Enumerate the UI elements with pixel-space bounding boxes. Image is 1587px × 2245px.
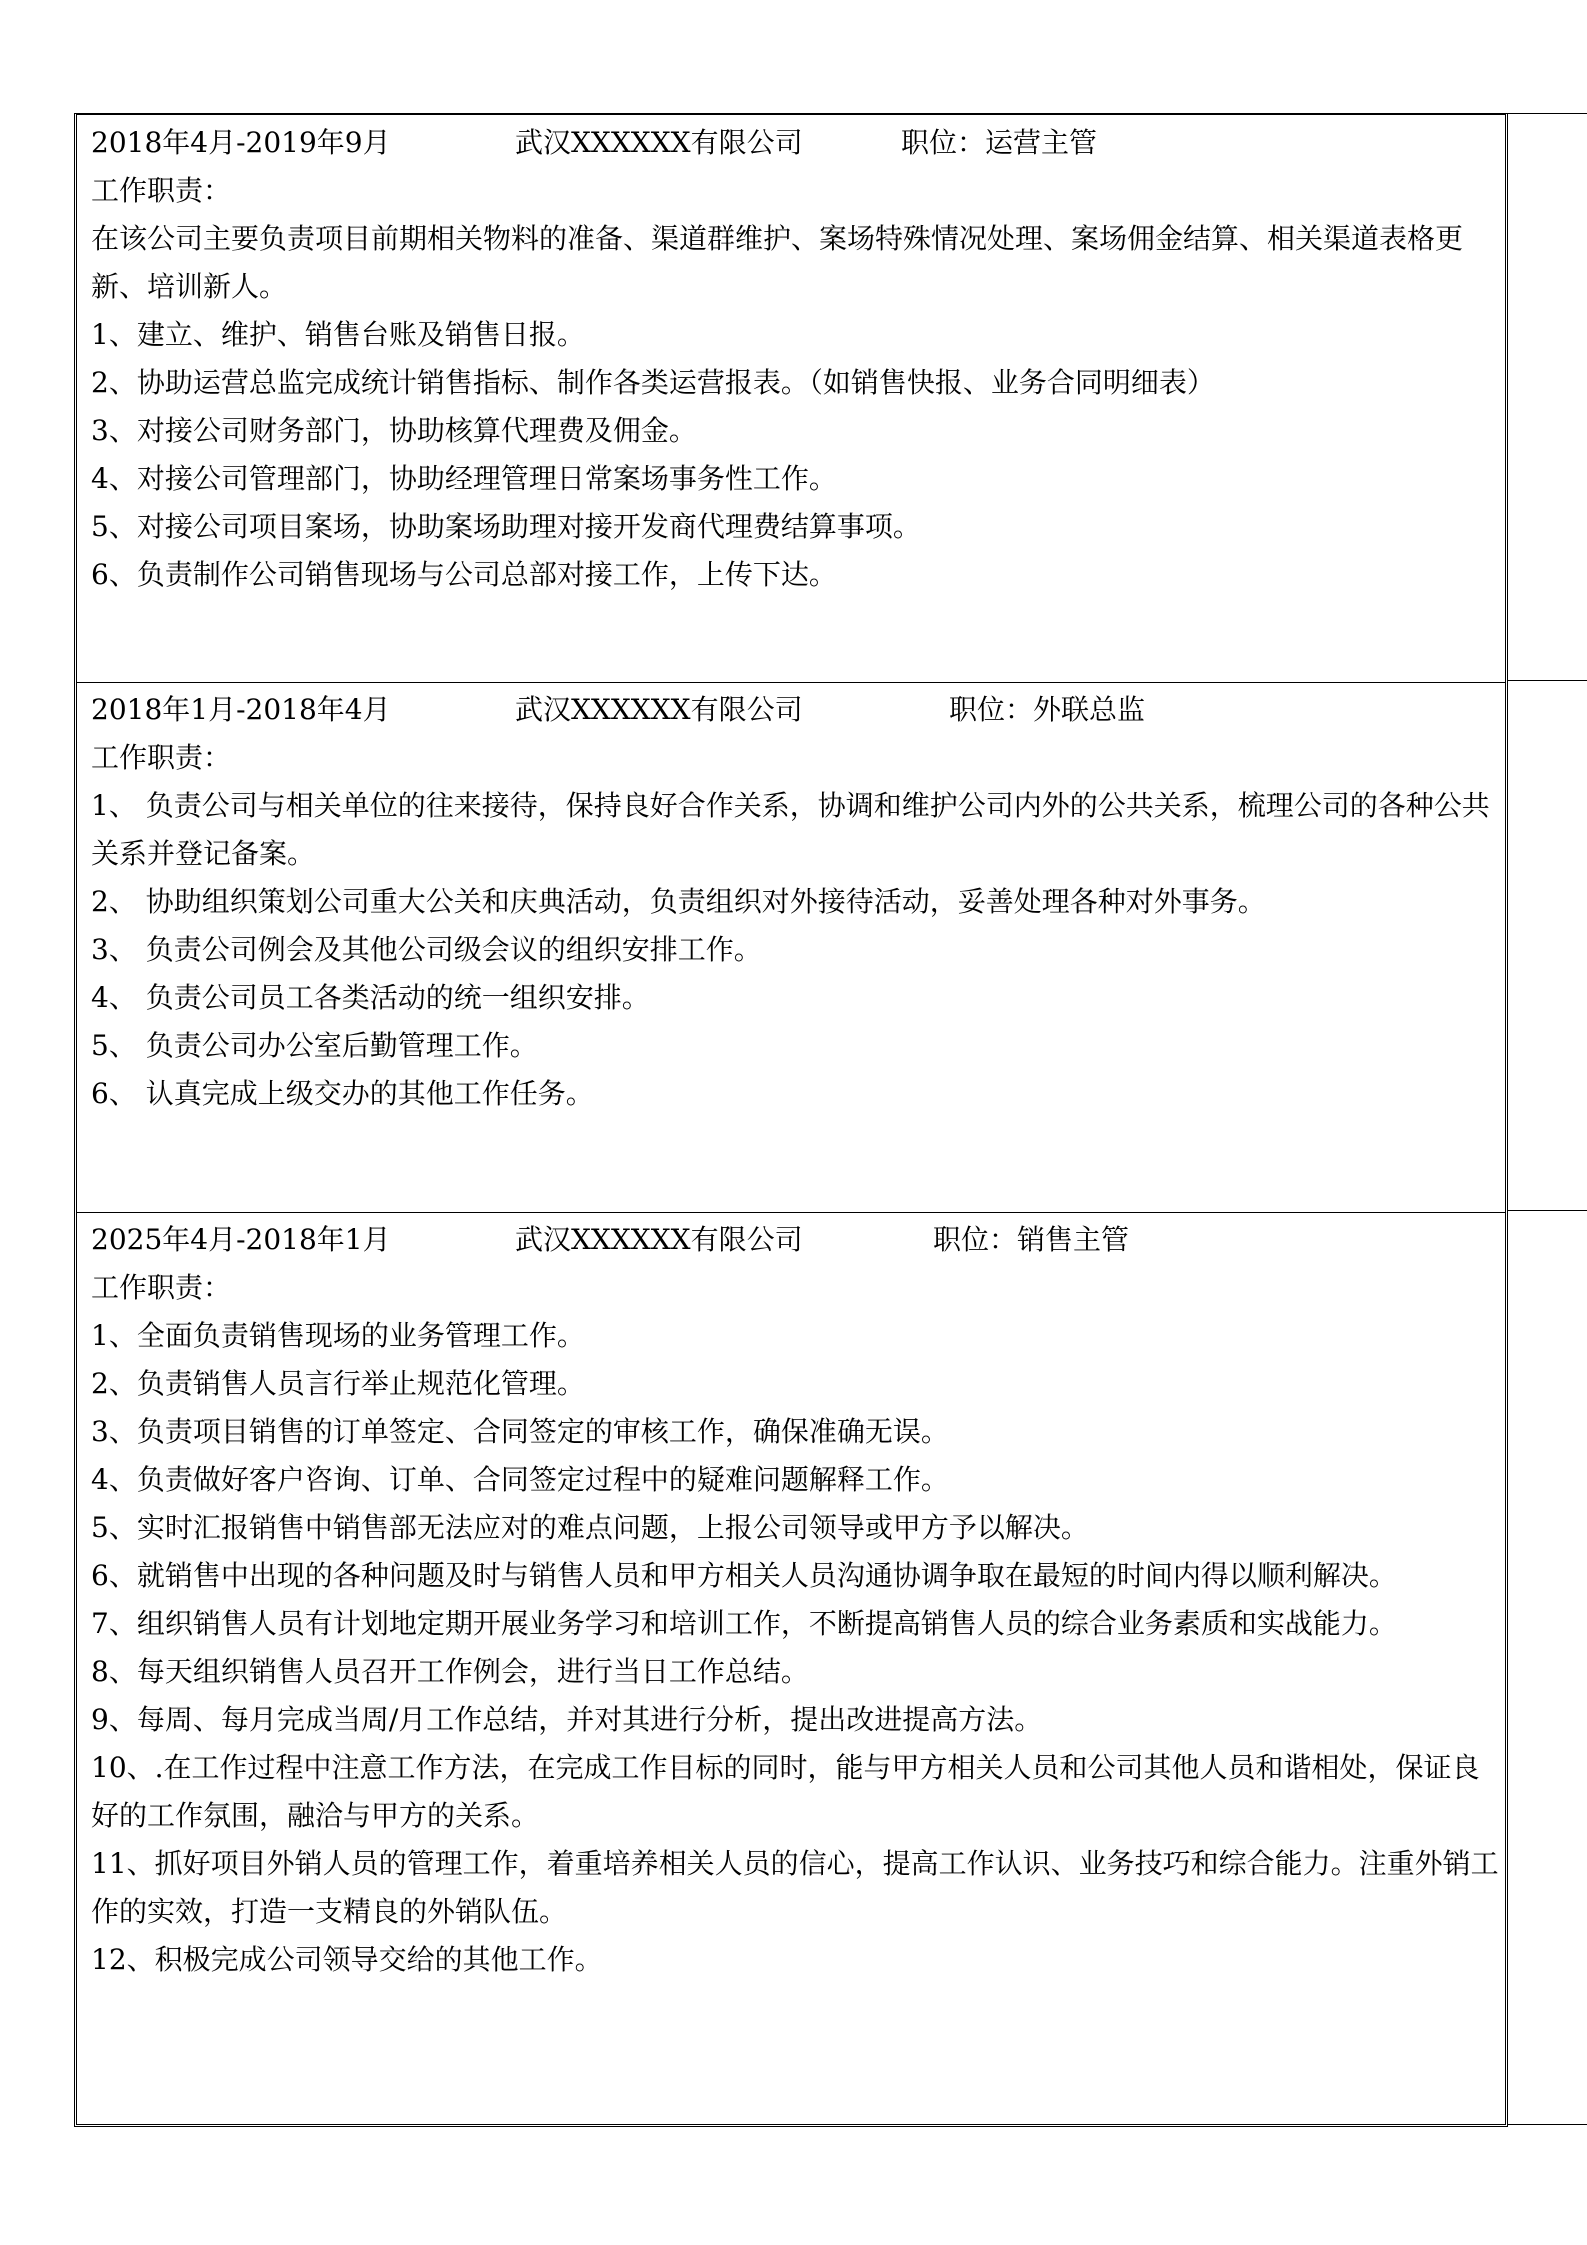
duty-item: 6、 认真完成上级交办的其他工作任务。 bbox=[91, 1077, 594, 1110]
duty-item: 4、负责做好客户咨询、订单、合同签定过程中的疑难问题解释工作。 bbox=[91, 1463, 949, 1496]
duty-item: 4、对接公司管理部门，协助经理管理日常案场事务性工作。 bbox=[91, 462, 837, 495]
company-name: 武汉XXXXXX有限公司 bbox=[515, 1223, 803, 1256]
main-column bbox=[74, 113, 1508, 2127]
duty-item: 1、 负责公司与相关单位的往来接待，保持良好合作关系，协调和维护公司内外的公共关系，梳理公司的各种公共关系并登记备案。 bbox=[91, 789, 1490, 870]
duty-item: 1、建立、维护、销售台账及销售日报。 bbox=[91, 318, 585, 351]
duty-item: 6、就销售中出现的各种问题及时与销售人员和甲方相关人员沟通协调争取在最短的时间内得以顺利解决。 bbox=[91, 1559, 1397, 1592]
duty-heading: 工作职责： bbox=[91, 174, 232, 207]
duty-item: 3、对接公司财务部门，协助核算代理费及佣金。 bbox=[91, 414, 697, 447]
company-name: 武汉XXXXXX有限公司 bbox=[515, 126, 803, 159]
work-entry bbox=[91, 119, 1501, 599]
duty-item: 5、 负责公司办公室后勤管理工作。 bbox=[91, 1029, 538, 1062]
side-divider bbox=[1508, 680, 1587, 681]
duty-list bbox=[91, 1312, 1501, 1984]
duty-list bbox=[91, 782, 1501, 1118]
side-column bbox=[1508, 113, 1587, 2127]
period: 2018年1月-2018年4月 bbox=[91, 693, 391, 726]
duty-item: 在该公司主要负责项目前期相关物料的准备、渠道群维护、案场特殊情况处理、案场佣金结算、相关渠道表格更新、培训新人。 bbox=[91, 222, 1464, 303]
duty-item: 2、协助运营总监完成统计销售指标、制作各类运营报表。（如销售快报、业务合同明细表） bbox=[91, 366, 1215, 399]
duty-item: 6、负责制作公司销售现场与公司总部对接工作，上传下达。 bbox=[91, 558, 837, 591]
work-experience-table bbox=[74, 113, 1587, 2127]
entry-header bbox=[91, 119, 1501, 167]
row-divider bbox=[77, 1212, 1505, 1213]
entry-header bbox=[91, 1216, 1501, 1264]
side-divider bbox=[1508, 113, 1587, 114]
duty-heading: 工作职责： bbox=[91, 1271, 232, 1304]
side-divider bbox=[1508, 1210, 1587, 1211]
position: 职位：运营主管 bbox=[901, 126, 1098, 159]
duty-item: 2、 协助组织策划公司重大公关和庆典活动，负责组织对外接待活动，妥善处理各种对外事务。 bbox=[91, 885, 1266, 918]
company-name: 武汉XXXXXX有限公司 bbox=[515, 693, 803, 726]
duty-item: 7、组织销售人员有计划地定期开展业务学习和培训工作，不断提高销售人员的综合业务素质和实战能力。 bbox=[91, 1607, 1397, 1640]
duty-item: 10、.在工作过程中注意工作方法，在完成工作目标的同时，能与甲方相关人员和公司其他人员和谐相处，保证良好的工作氛围，融洽与甲方的关系。 bbox=[91, 1751, 1480, 1832]
duty-item: 5、对接公司项目案场，协助案场助理对接开发商代理费结算事项。 bbox=[91, 510, 921, 543]
period: 2025年4月-2018年1月 bbox=[91, 1223, 391, 1256]
duty-item: 11、抓好项目外销人员的管理工作，着重培养相关人员的信心，提高工作认识、业务技巧和综合能力。注重外销工作的实效，打造一支精良的外销队伍。 bbox=[91, 1847, 1499, 1928]
work-entry bbox=[91, 686, 1501, 1118]
duty-item: 3、 负责公司例会及其他公司级会议的组织安排工作。 bbox=[91, 933, 762, 966]
period: 2018年4月-2019年9月 bbox=[91, 126, 391, 159]
duty-item: 5、实时汇报销售中销售部无法应对的难点问题，上报公司领导或甲方予以解决。 bbox=[91, 1511, 1089, 1544]
duty-item: 9、每周、每月完成当周/月工作总结，并对其进行分析，提出改进提高方法。 bbox=[91, 1703, 1043, 1736]
row-divider bbox=[77, 682, 1505, 683]
duty-item: 4、 负责公司员工各类活动的统一组织安排。 bbox=[91, 981, 650, 1014]
duty-item: 2、负责销售人员言行举止规范化管理。 bbox=[91, 1367, 585, 1400]
duty-item: 3、负责项目销售的订单签定、合同签定的审核工作，确保准确无误。 bbox=[91, 1415, 949, 1448]
entry-header bbox=[91, 686, 1501, 734]
duty-list bbox=[91, 215, 1501, 599]
position: 职位：外联总监 bbox=[949, 693, 1146, 726]
duty-heading: 工作职责： bbox=[91, 741, 232, 774]
side-divider bbox=[1508, 2124, 1587, 2125]
duty-item: 8、每天组织销售人员召开工作例会，进行当日工作总结。 bbox=[91, 1655, 809, 1688]
duty-item: 12、积极完成公司领导交给的其他工作。 bbox=[91, 1943, 603, 1976]
position: 职位：销售主管 bbox=[933, 1223, 1130, 1256]
duty-item: 1、全面负责销售现场的业务管理工作。 bbox=[91, 1319, 585, 1352]
work-entry bbox=[91, 1216, 1501, 1984]
